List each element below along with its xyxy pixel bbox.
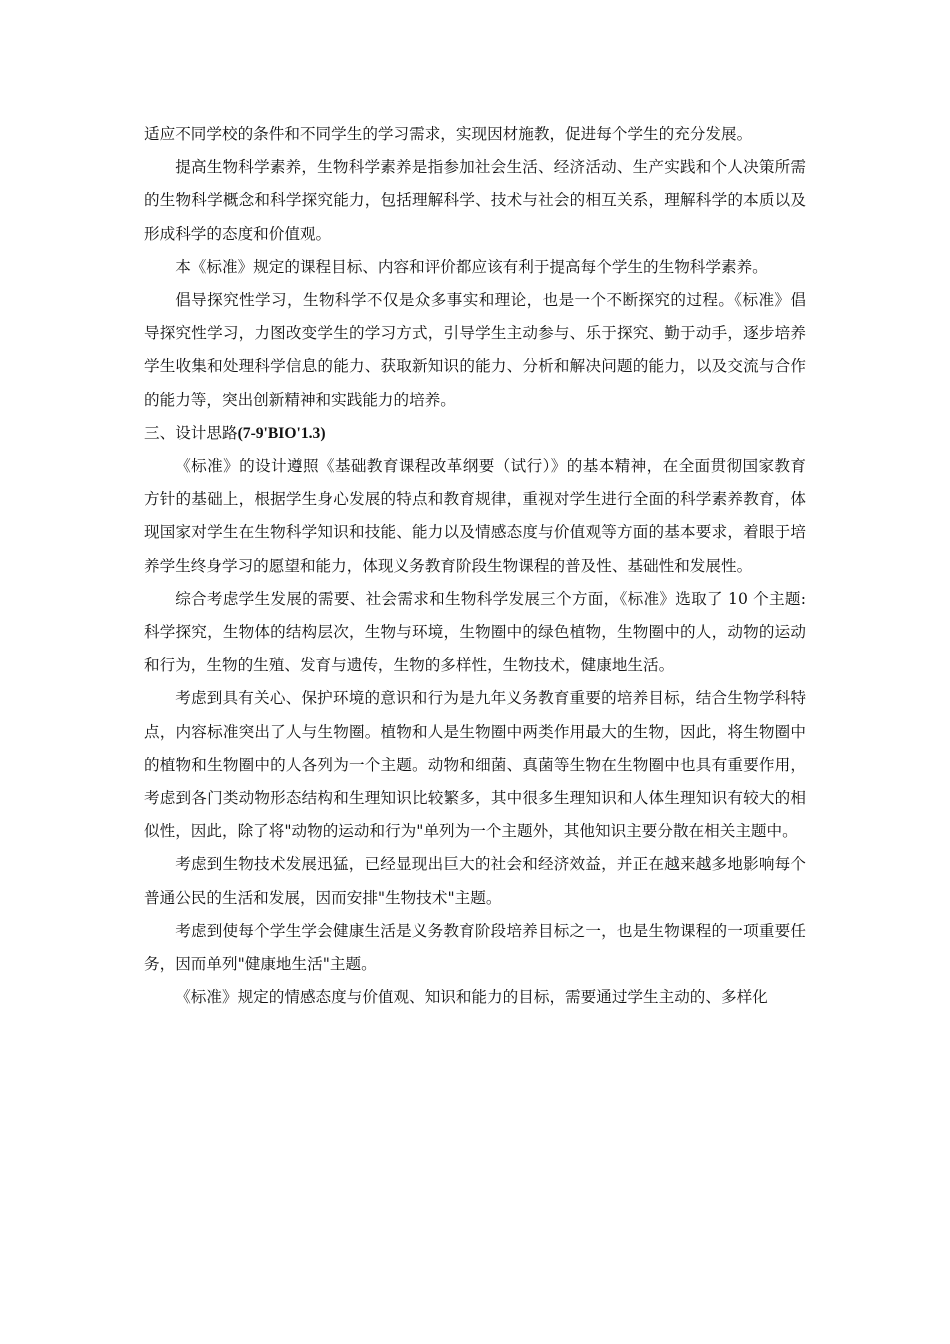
section-heading [144, 417, 806, 450]
section-code: (7-9'BIO'1.3) [237, 424, 326, 442]
paragraph-inquiry-learning: 倡导探究性学习，生物科学不仅是众多事实和理论，也是一个不断探究的过程。《标准》倡导探究性学习，力图改变学生的学习方式，引导学生主动参与、乐于探究、勤于动手，逐步培养学生收集和处理科学信息的能力、获取新知识的能力、分析和解决问题的能力，以及交流与合作的能力等，突出创新精神和实践能力的培养。 [144, 291, 806, 409]
paragraph-ten-topics: 综合考虑学生发展的需要、社会需求和生物科学发展三个方面，《标准》选取了 10 个主题:科学探究，生物体的结构层次，生物与环境，生物圈中的绿色植物，生物圈中的人，动物的运动和行为，生物的生殖、发育与遗传，生物的多样性，生物技术，健康地生活。 [144, 589, 806, 675]
paragraph-healthy-living: 考虑到使每个学生学会健康生活是义务教育阶段培养目标之一，也是生物课程的一项重要任务，因而单列"健康地生活"主题。 [144, 921, 806, 974]
paragraph-biotechnology: 考虑到生物技术发展迅猛，已经显现出巨大的社会和经济效益，并正在越来越多地影响每个普通公民的生活和发展，因而安排"生物技术"主题。 [144, 855, 806, 907]
section-title: 三、设计思路 [144, 423, 238, 442]
document-page [144, 118, 806, 1014]
paragraph-scientific-literacy: 提高生物科学素养，生物科学素养是指参加社会生活、经济活动、生产实践和个人决策所需的生物科学概念和科学探究能力，包括理解科学、技术与社会的相互关系，理解科学的本质以及形成科学的态度和价值观。 [144, 158, 806, 243]
paragraph-continuation: 适应不同学校的条件和不同学生的学习需求，实现因材施教，促进每个学生的充分发展。 [144, 125, 753, 143]
paragraph-design-basis: 《标准》的设计遵照《基础教育课程改革纲要（试行）》的基本精神，在全面贯彻国家教育方针的基础上，根据学生身心发展的特点和教育规律，重视对学生进行全面的科学素养教育，体现国家对学生在生物科学知识和技能、能力以及情感态度与价值观等方面的基本要求，着眼于培养学生终身学习的愿望和能力，体现义务教育阶段生物课程的普及性、基础性和发展性。 [144, 457, 806, 575]
paragraph-biosphere: 考虑到具有关心、保护环境的意识和行为是九年义务教育重要的培养目标，结合生物学科特点，内容标准突出了人与生物圈。植物和人是生物圈中两类作用最大的生物，因此，将生物圈中的植物和生物圈中的人各列为一个主题。动物和细菌、真菌等生物在生物圈中也具有重要作用，考虑到各门类动物形态结构和生理知识比较繁多，其中很多生理知识和人体生理知识有较大的相似性，因此，除了将"动物的运动和行为"单列为一个主题外，其他知识主要分散在相关主题中。 [144, 689, 806, 841]
paragraph-standard-goals: 本《标准》规定的课程目标、内容和评价都应该有利于提高每个学生的生物科学素养。 [175, 257, 768, 276]
paragraph-goals-continued: 《标准》规定的情感态度与价值观、知识和能力的目标，需要通过学生主动的、多样化 [175, 988, 768, 1007]
